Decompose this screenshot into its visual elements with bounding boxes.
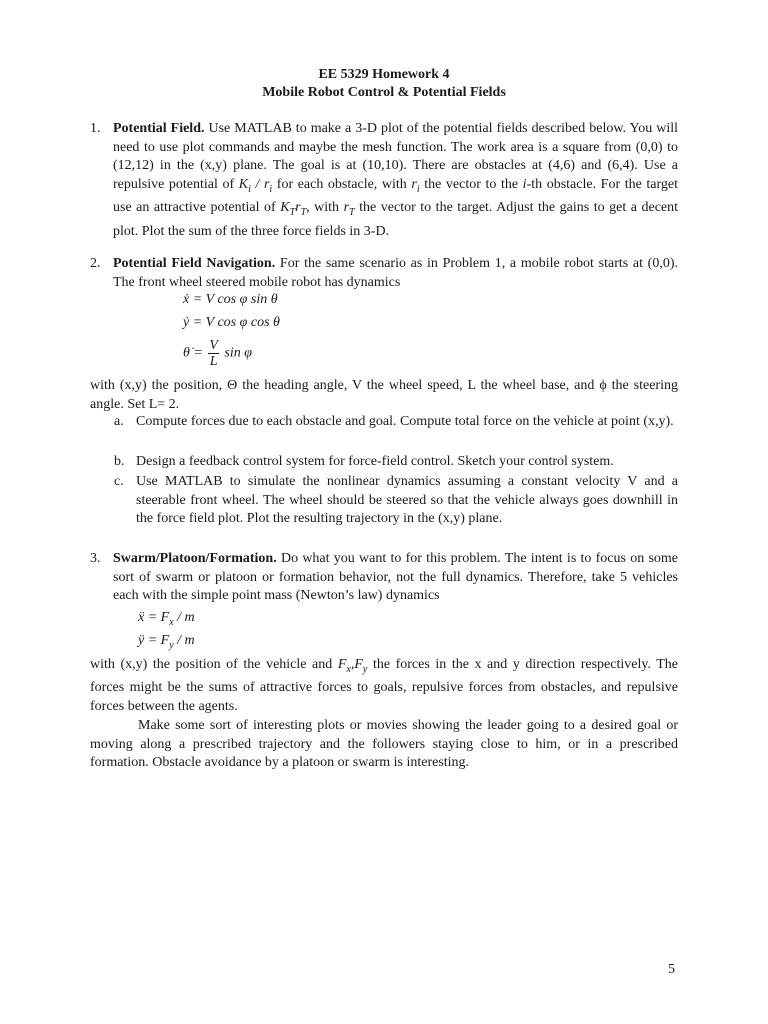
math-KTrT: $K_Tr_T$: [280, 200, 307, 218]
page-number: 5: [668, 962, 675, 977]
problem-2-with-text: with (x,y) the position, Θ the heading angle, V the wheel speed, L the wheel base, and ϕ the steering angle. Set L= 2.: [90, 378, 678, 412]
math-Ki: $K_i / r_i$: [238, 176, 273, 195]
equation-y-dot: ẏ = V cos φ cos θ: [183, 315, 280, 330]
problem-3-with-text: with (x,y) the position of the vehicle and $F_x,F_y$ the forces in the x and y direction respectively. The forces might be the sums of attractive forces to goals, repulsive forces from obstacles, and repulsive forces between the agents.: [90, 657, 678, 714]
math-Fx-Fy: $F_x,F_y$: [337, 657, 368, 675]
math-i: i: [522, 176, 527, 192]
problem-2-number: 2.: [90, 256, 101, 271]
problem-3-make-text: Make some sort of interesting plots or movies showing the leader going to a desired goal or moving along a prescribed trajectory and the followers staying close to him, or in a prescribed formation. Obstacle avoidance by a platoon or swarm is interesting.: [90, 718, 678, 771]
problem-1-text-d: -th obstacle. For the target use an attractive potential of: [113, 176, 679, 216]
problem-3-number: 3.: [90, 551, 101, 566]
item-b-letter: b.: [114, 454, 125, 469]
document-title: EE 5329 Homework 4: [318, 67, 450, 82]
problem-3-lead: Swarm/Platoon/Formation.: [113, 551, 277, 566]
equation-x-dot: ẋ = V cos φ sin θ: [183, 292, 278, 307]
problem-2-text-a: For the same scenario as in Problem 1, a mobile robot starts at (0,0). The front wheel steered mobile robot has dynamics: [113, 256, 679, 290]
item-a-letter: a.: [114, 414, 124, 429]
problem-1-text-a: Use MATLAB to make a 3-D plot of the potential fields described below. You will need to use plot commands and maybe the mesh function. The work area is a square from (0,0) to (12,12) in the (x,y) plane. The goal is at (10,10). There are obstacles at (4,6) and (6,4). Use a repulsive potential of: [113, 121, 678, 192]
document-subtitle: Mobile Robot Control & Potential Fields: [262, 85, 506, 100]
equation-theta-dot: θ̇ = $\frac{V}{L}$ sin φ: [183, 338, 252, 369]
problem-3-text: [113, 550, 678, 606]
problem-1-number: 1.: [90, 121, 101, 136]
problem-2-lead: Potential Field Navigation.: [113, 256, 276, 271]
problem-1-text-b: for each obstacle, with: [276, 176, 407, 192]
math-rT: $r_T$: [343, 200, 355, 218]
equation-y-ddot: ÿ = $F_y$ / m: [138, 633, 195, 651]
item-c-text: Use MATLAB to simulate the nonlinear dynamics assuming a constant velocity V and a steerable front wheel. The wheel should be steered so that the vehicle always goes downhill in the force field plot. Plot the resulting trajectory in the (x,y) plane.: [136, 474, 678, 527]
math-ri: $r_i$: [411, 176, 420, 195]
problem-1-text: [113, 120, 678, 241]
problem-2-text: [113, 255, 678, 292]
fraction-V-over-L: $\frac{V}{L}$: [209, 338, 218, 369]
problem-3-text-a: Do what you want to for this problem. The intent is to focus on some sort of swarm or platoon or formation behavior, not the full dynamics. Therefore, take 5 vehicles each with the simple point mass (Newton’s law) dynamics: [113, 551, 679, 604]
item-b-text: Design a feedback control system for force-field control. Sketch your control system.: [136, 454, 614, 469]
problem-1-text-f: the vector to the target. Adjust the gains to get a decent plot. Plot the sum of the three force fields in 3-D.: [113, 200, 679, 239]
item-c-letter: c.: [114, 474, 124, 489]
problem-1-text-e: , with: [306, 200, 340, 216]
equation-x-ddot: ẍ = $F_x$ / m: [138, 610, 195, 628]
item-a-text: Compute forces due to each obstacle and goal. Compute total force on the vehicle at point (x,y).: [136, 414, 674, 429]
problem-1-text-c: the vector to the: [424, 176, 519, 192]
problem-1-lead: Potential Field.: [113, 121, 205, 136]
